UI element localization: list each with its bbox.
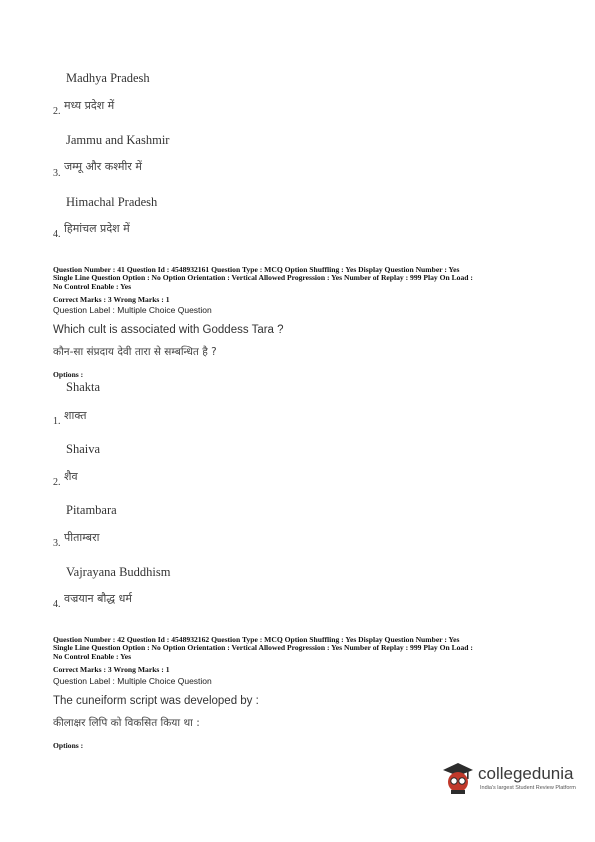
q42-meta-line2: Single Line Question Option : No Option Orientation : Vertical Allowed Progression : Yes Number of Replay : 999 Play On Load : (53, 643, 473, 653)
prev-option-1-en: Madhya Pradesh (66, 71, 150, 85)
q42-question-en: The cuneiform script was developed by : (53, 695, 259, 707)
q41-option-1-hi: शाक्त (64, 409, 87, 422)
q41-option-3-hi: पीताम्बरा (64, 531, 100, 544)
q41-option-2-hi: शैव (64, 470, 78, 483)
q41-option-4-en: Vajrayana Buddhism (66, 565, 171, 579)
q41-option-1-en: Shakta (66, 380, 101, 394)
q41-options-label: Options : (53, 370, 84, 379)
prev-option-2-number: 2. (53, 106, 61, 117)
q42-options-label: Options : (53, 741, 84, 750)
q41-option-2-en: Shaiva (66, 442, 101, 456)
q41-option-2-number: 2. (53, 477, 61, 488)
q41-label: Question Label : Multiple Choice Question (53, 305, 212, 315)
q42-marks: Correct Marks : 3 Wrong Marks : 1 (53, 665, 170, 674)
q41-meta-line3: No Control Enable : Yes (53, 281, 132, 291)
q41-meta (53, 266, 553, 291)
q41-marks: Correct Marks : 3 Wrong Marks : 1 (53, 295, 170, 304)
prev-option-3-hi: हिमांचल प्रदेश में (64, 222, 130, 235)
prev-option-4-number: 4. (53, 229, 61, 240)
q41-option-1-number: 1. (53, 416, 61, 427)
graduate-mascot-icon (440, 760, 476, 798)
q42-meta (53, 636, 553, 661)
q42-meta-line3: No Control Enable : Yes (53, 651, 132, 661)
q41-meta-line1: Question Number : 41 Question Id : 4548932161 Question Type : MCQ Option Shuffling : Yes Display Question Number : Yes (53, 265, 460, 274)
logo-tagline: India's largest Student Review Platform (480, 785, 576, 791)
q41-option-4-hi: वज्रयान बौद्ध धर्म (64, 592, 132, 605)
q42-meta-line1: Question Number : 42 Question Id : 4548932162 Question Type : MCQ Option Shuffling : Yes Display Question Number : Yes (53, 635, 460, 644)
q42-label: Question Label : Multiple Choice Question (53, 676, 212, 686)
q41-option-4-number: 4. (53, 599, 61, 610)
q41-question-hi: कौन-सा संप्रदाय देवी तारा से सम्बन्धित है ? (53, 346, 217, 358)
collegedunia-logo (440, 760, 580, 800)
prev-option-3-en: Himachal Pradesh (66, 195, 158, 209)
q42-question-hi: कीलाक्षर लिपि को विकसित किया था : (53, 717, 200, 729)
q41-option-3-number: 3. (53, 538, 61, 549)
prev-option-3-number: 3. (53, 168, 61, 179)
prev-option-1-hi: मध्य प्रदेश में (64, 99, 115, 112)
q41-option-3-en: Pitambara (66, 503, 117, 517)
q41-question-en: Which cult is associated with Goddess Tara ? (53, 324, 284, 336)
prev-option-2-hi: जम्मू और कश्मीर में (64, 160, 142, 173)
prev-option-2-en: Jammu and Kashmir (66, 133, 170, 147)
q41-meta-line2: Single Line Question Option : No Option Orientation : Vertical Allowed Progression : Yes Number of Replay : 999 Play On Load : (53, 273, 473, 283)
logo-name: collegedunia (478, 764, 574, 783)
